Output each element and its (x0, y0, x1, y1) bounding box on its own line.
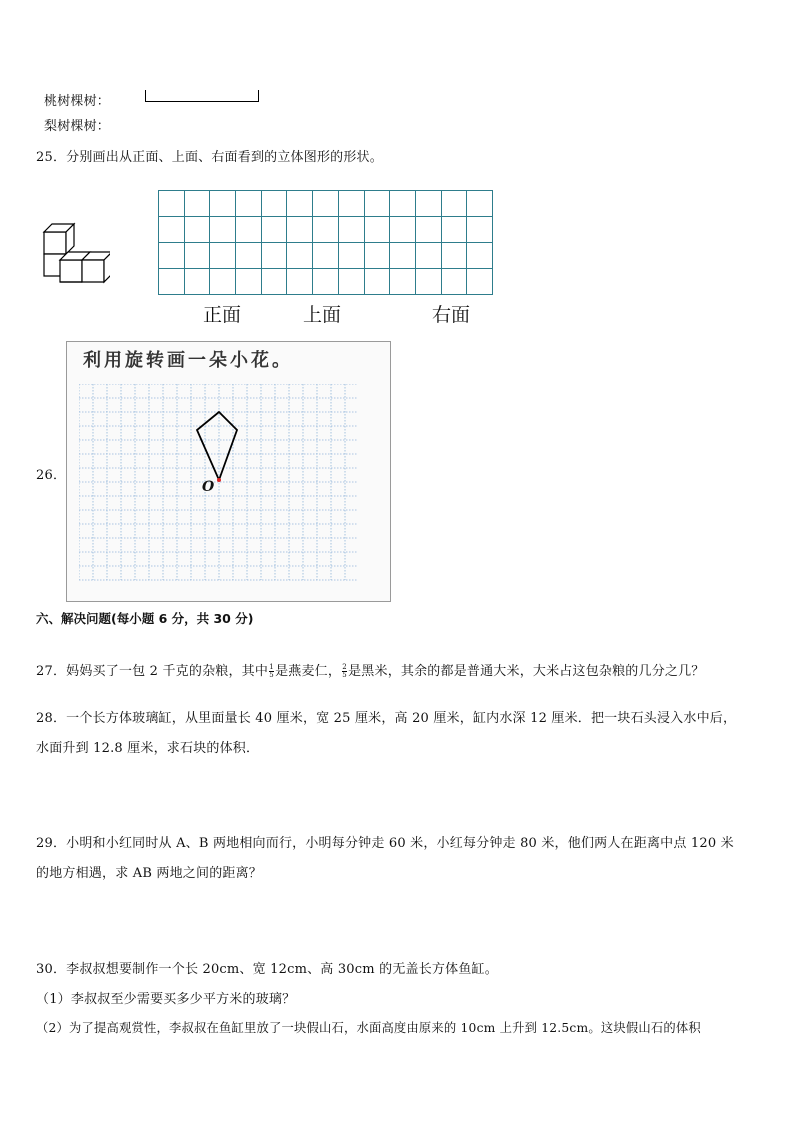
peach-tree-answer-blank[interactable] (145, 90, 259, 102)
q29-line2: 的地方相遇，求 AB 两地之间的距离？ (36, 866, 263, 881)
flower-figure-box (66, 341, 391, 602)
q29-line1: 29．小明和小红同时从 A、B 两地相向而行，小明每分钟走 60 米，小红每分钟走 80 米，他们两人在距离中点 120 米 (36, 836, 734, 851)
fraction-two-fifths (342, 664, 347, 679)
q27-part2: 是燕麦仁， (275, 664, 342, 679)
kite-petal-shape (197, 412, 237, 480)
dotted-grid (79, 384, 357, 584)
q27-part1: 27．妈妈买了一包 2 千克的杂粮，其中 (36, 664, 269, 679)
q28-line1: 28．一个长方体玻璃缸，从里面量长 40 厘米，宽 25 厘米，高 20 厘米，缸内水深 12 厘米．把一块石头浸入水中后， (36, 711, 737, 726)
flower-title: 利用旋转画一朵小花。 (83, 350, 293, 371)
fraction-one-fifth (269, 664, 274, 679)
pear-tree-label: 梨树棵树： (44, 119, 111, 134)
frac1-numerator: 1 (269, 663, 274, 671)
section-6-title: 六、解决问题(每小题 6 分，共 30 分) (36, 611, 254, 626)
cube-figure (40, 218, 110, 298)
view-label-top: 上面 (303, 304, 342, 326)
q30-line3: （2）为了提高观赏性，李叔叔在鱼缸里放了一块假山石，水面高度由原来的 10cm 上升到 12.5cm。这块假山石的体积 (36, 1021, 701, 1035)
view-label-right: 右面 (432, 304, 471, 326)
q30-line2: （1）李叔叔至少需要买多少平方米的玻璃？ (36, 992, 296, 1007)
q30-line1: 30．李叔叔想要制作一个长 20cm、宽 12cm、高 30cm 的无盖长方体鱼缸。 (36, 962, 498, 977)
q27-part3: 是黑米，其余的都是普通大米，大米占这包杂粮的几分之几？ (348, 664, 705, 679)
view-label-front: 正面 (203, 304, 242, 326)
drawing-grid[interactable] (158, 190, 493, 295)
frac2-numerator: 2 (342, 663, 347, 671)
point-o-label: O (202, 479, 215, 495)
q28-line2: 水面升到 12.8 厘米，求石块的体积． (36, 741, 260, 756)
q27-text (36, 660, 705, 679)
frac1-denominator: 5 (269, 671, 274, 679)
frac2-denominator: 5 (342, 671, 347, 679)
q25-text: 25．分别画出从正面、上面、右面看到的立体图形的形状。 (36, 150, 383, 165)
q26-number: 26． (36, 468, 67, 483)
rotation-center-point (217, 478, 221, 482)
peach-tree-label: 桃树棵树： (44, 94, 111, 109)
